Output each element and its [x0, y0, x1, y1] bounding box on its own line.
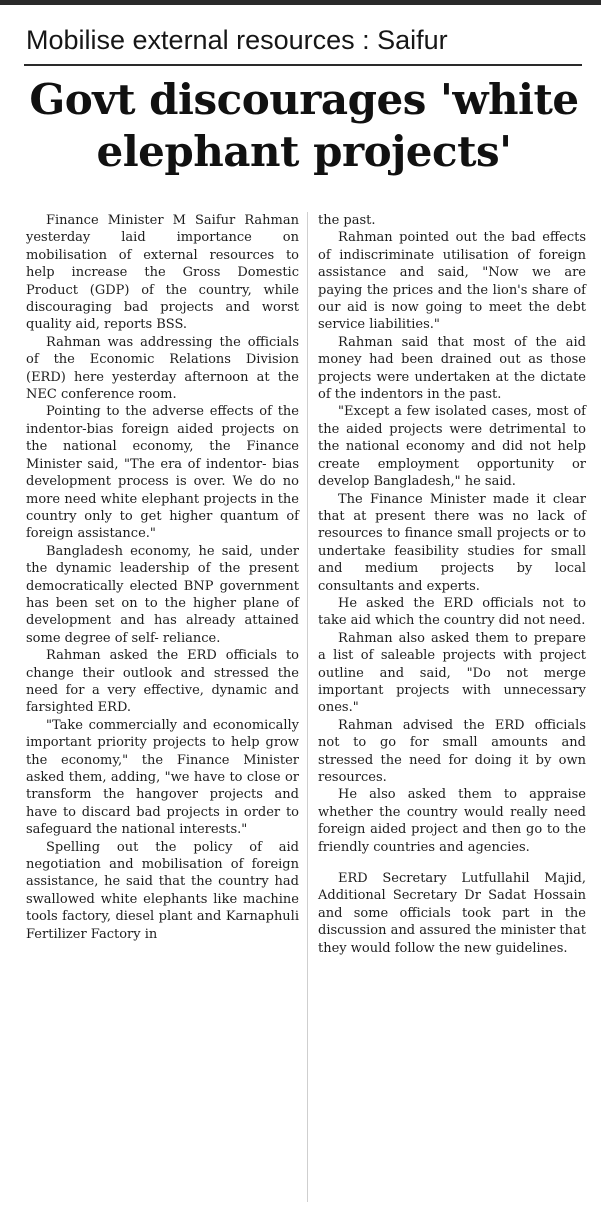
- body-paragraph: ERD Secretary Lutfullahil Majid, Additional Secretary Dr Sadat Hossain and some officials took part in the discussion and assured the minister that they would follow the new guidelines.: [318, 871, 586, 956]
- body-paragraph: Finance Minister M Saifur Rahman yesterday laid importance on mobilisation of external resources to help increase the Gross Domestic Product (GDP) of the country, while discouraging bad projects and worst quality aid, reports BSS.: [26, 213, 299, 333]
- body-paragraph: The Finance Minister made it clear that at present there was no lack of resources to finance small projects or to undertake feasibility studies for small and medium projects by local consultants and experts.: [318, 491, 586, 594]
- article-kicker: Mobilise external resources : Saifur: [26, 25, 448, 55]
- body-paragraph: Rahman also asked them to prepare a list of saleable projects with project outline and said, "Do not merge important projects with unnecessary ones.": [318, 630, 586, 716]
- kicker-underline-rule: [24, 64, 582, 66]
- body-paragraph: "Except a few isolated cases, most of the aided projects were detrimental to the national economy and did not help create employment opportunity or develop Bangladesh," he said.: [318, 404, 586, 490]
- body-paragraph: Spelling out the policy of aid negotiation and mobilisation of foreign assistance, he said that the country had swallowed white elephants like machine tools factory, diesel plant and Karnaphuli Fertilizer Factory in: [26, 839, 299, 942]
- body-paragraph: Rahman was addressing the officials of the Economic Relations Division (ERD) here yesterday afternoon at the NEC conference room.: [26, 334, 299, 403]
- top-border-rule: [0, 0, 601, 5]
- body-paragraph: He also asked them to appraise whether the country would really need foreign aided project and then go to the friendly countries and agencies.: [318, 787, 586, 855]
- body-paragraph: Bangladesh economy, he said, under the dynamic leadership of the present democratically elected BNP government has been set on to the higher plane of development and has already attained some degree of self- reliance.: [26, 543, 299, 646]
- article-headline: Govt discourages 'white elephant projects': [29, 75, 579, 176]
- article-column-right: [318, 212, 586, 957]
- body-paragraph: Rahman advised the ERD officials not to go for small amounts and stressed the need for doing it by own resources.: [318, 717, 586, 785]
- article-column-left: [26, 212, 299, 943]
- body-paragraph: Rahman pointed out the bad effects of indiscriminate utilisation of foreign assistance and said, "Now we are paying the prices and the lion's share of our aid is now going to meet the debt service liabilities.": [318, 230, 586, 333]
- body-paragraph: Rahman asked the ERD officials to change their outlook and stressed the need for a very effective, dynamic and farsighted ERD.: [26, 648, 299, 716]
- body-paragraph: Pointing to the adverse effects of the indentor-bias foreign aided projects on the national economy, the Finance Minister said, "The era of indentor- bias development process is over. We do no more need white elephant projects in the country only to get higher quantum of foreign assistance.": [26, 404, 299, 542]
- body-paragraph: "Take commercially and economically important priority projects to help grow the economy," the Finance Minister asked them, adding, "we have to close or transform the hangover projects and have to discard bad projects in order to safeguard the national interests.": [26, 717, 299, 838]
- body-paragraph: the past.: [318, 213, 376, 228]
- column-divider: [307, 212, 308, 1202]
- body-paragraph: Rahman said that most of the aid money had been drained out as those projects were undertaken at the dictate of the indentors in the past.: [318, 334, 586, 403]
- body-paragraph: He asked the ERD officials not to take aid which the country did not need.: [318, 595, 586, 629]
